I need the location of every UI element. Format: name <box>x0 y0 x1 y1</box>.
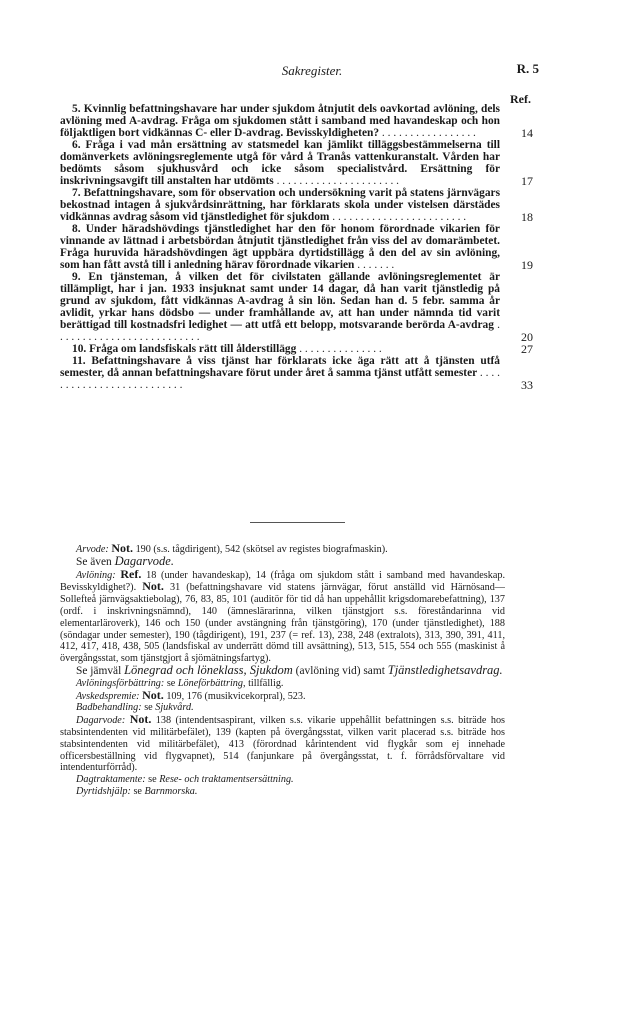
entry-text: 31 (befattningshavare vid statens järnvägar, förut anställd vid Härnösand—Sollefteå järnvägsaktiebolag), 76, 83, 85, 101 (auditör för tid då han uppehållit krigsdomarebefattning), 137 (ordf. i inskrivningsnämnd), 140 (ämneslärarinna, vilken tjänstgjort s.s. föreståndarinna vid elementarläroverk), 146 och 150 (under avstängning från tjänstgöring), 170 (under tjänstledighet), 188 (söndagar under semester), 190 (tågdirigent), 191, 237 (= ref. 13), 238, 248 (extralots), 313, 390, 391, 411, 412, 417, 418, 438, 505 (landsfiskal av underrätt dömd till avsättning), 513, 515, 554 och 555 (maskinist å övergångsstat, som tjänstgjort å sjömätningsfartyg). <box>60 582 505 665</box>
see-term: Barnmorska. <box>144 785 198 797</box>
case-item-6 <box>60 139 533 188</box>
running-header-title: Sakregister. <box>281 63 343 78</box>
see-term: Dagarvode. <box>114 553 174 568</box>
entry-text: 190 (s.s. tågdirigent), 542 (skötsel av registes biografmaskin). <box>133 544 388 555</box>
case-item-5 <box>60 103 533 140</box>
leader-dots: . . . . . . . . . . . . . . . . . . . . . . . . . . <box>60 367 500 391</box>
see-term: Löneförbättring <box>177 677 243 689</box>
case-text: 5. Kvinnlig befattningshavare har under sjukdom åtnjutit dels oavkortad avlöning, dels avlöning med A-avdrag. Fråga om sjukdomen stått i samband med havandeskap och hon följaktligen bort vidkännas C- eller D-avdrag. Bevisskyldigheten? <box>60 103 500 139</box>
entry-badbehandling <box>60 702 505 714</box>
entry-text: se <box>145 774 160 786</box>
case-ref-number: 14 <box>521 126 533 140</box>
see-prefix: Se även <box>76 555 115 568</box>
entry-text: 138 (intendentsaspirant, vilken s.s. vikarie uppehållit befattningen s.s. biträde hos stabsintendenten vid militärbefälet), 139 (kapten på övergångsstat, vilken varit placerad s.s. biträde hos stabsintendenten vid militärbefälet), 413 (förordnad kårintendent vid flygkår som ej innehade officersbeställning vid flygvapnet), 514 (fanjunkare på övergångsstat, t. f. förrådsförvaltare vid intendenturförråd). <box>60 715 506 774</box>
section-divider <box>250 522 345 523</box>
entry-avloning-see-also <box>60 662 505 678</box>
case-text: 9. En tjänsteman, å vilken det för civilstaten gällande avlöningsreglementet är tillämpligt, har i jan. 1933 insjuknat samt under 14 dagar, då han varit tjänstledig på grund av sjukdom, fått vidkännas A-avdrag å sin lön. Sedan han d. 5 febr. samma år avlidit, yrkar hans dödsbo — under framhållande av, att han under nämnda tid varit berättigad till kostnadsfri ledighet — att utfå ett belopp, motsvarande berörda A-avdrag <box>60 271 500 331</box>
entry-avskedspremie <box>60 687 505 703</box>
entry-term: Avlöning: <box>76 569 116 581</box>
see-term: Tjänstledighetsavdrag. <box>387 662 503 677</box>
entry-term: Avlöningsförbättring: <box>76 677 165 689</box>
case-item-10 <box>60 342 533 356</box>
entry-keyword: Not. <box>142 687 164 702</box>
case-text: 11. Befattningshavare å viss tjänst har förklarats icke äga rätt att å tjänsten utfå semester, då annan befattningshavare förut under året å samma tjänst utfått semester <box>60 355 500 379</box>
entry-text: 109, 176 (musikvicekorpral), 523. <box>163 690 306 702</box>
entry-keyword: Not. <box>142 579 164 594</box>
entry-text: , tillfällig. <box>243 677 284 689</box>
entry-text: se <box>141 702 156 714</box>
case-item-11 <box>60 355 533 392</box>
entry-avloningsforbattring <box>60 678 505 690</box>
leader-dots: . . . . . . . <box>357 259 395 271</box>
entry-keyword: Not. <box>129 712 152 727</box>
entry-text: 18 (under havandeskap), 14 (fråga om sjukdom stått i samband med havandeskap. Bevisskyldighet?). <box>60 569 505 594</box>
case-item-7 <box>60 187 533 224</box>
case-ref-number: 17 <box>521 174 533 188</box>
entry-dagtraktamente <box>60 774 505 786</box>
case-text: 6. Fråga i vad mån ersättning av statsmedel kan jämlikt tilläggsbestämmelserna till domänverkets avlöningsreglemente utgå för vård å Tranås vattenkuranstalt. Vården har bedömts såsom sjukhusvård och icke såsom specialistvård. Ersättning för inskrivningsavgift till anstalten har utdömts <box>60 139 500 187</box>
entry-term: Dagtraktamente: <box>76 774 146 786</box>
case-ref-number: 33 <box>521 378 533 392</box>
entry-term: Avskedspremie: <box>76 690 140 702</box>
leader-dots: . . . . . . . . . . . . . . . . . . . . . . . . <box>332 211 467 223</box>
entry-term: Dagarvode: <box>76 715 126 727</box>
leader-dots: . . . . . . . . . . . . . . . . . . . . . . <box>276 175 400 187</box>
see-prefix: Se jämväl <box>76 664 125 677</box>
case-text: 7. Befattningshavare, som för observation och undersökning varit på statens järnvägars bekostnad intagen å sjukvårdsinrättning, har förklarats skola under vistelsen därstädes vidkännas avdrag såsom vid tjänstledighet för sjukdom <box>60 187 500 223</box>
running-header-page-ref: R. 5 <box>516 61 539 76</box>
leader-dots: . . . . . . . . . . . . . . . . . . . . . . . . . . <box>60 319 500 343</box>
entry-term: Badbehandling: <box>76 702 142 714</box>
entry-keyword: Not. <box>111 541 134 555</box>
case-item-8 <box>60 223 533 272</box>
see-term: Sjukvård. <box>155 702 194 714</box>
entry-text: se <box>164 677 178 689</box>
leader-dots: . . . . . . . . . . . . . . . <box>299 343 382 355</box>
entry-dyrtidshjalp <box>60 786 505 798</box>
ref-column-heading: Ref. <box>510 92 531 106</box>
entry-text: se <box>130 785 145 797</box>
case-item-9 <box>60 271 533 344</box>
case-ref-number: 19 <box>521 258 533 272</box>
see-term: Lönegrad och löneklass, Sjukdom <box>124 662 293 677</box>
case-ref-number: 27 <box>521 342 533 356</box>
see-text: (avlöning vid) samt <box>292 664 388 677</box>
case-ref-number: 18 <box>521 210 533 224</box>
entry-term: Arvode: <box>76 544 109 555</box>
leader-dots: . . . . . . . . . . . . . . . . . <box>381 127 476 139</box>
case-text: 10. Fråga om landsfiskals rätt till ålderstillägg <box>72 343 297 355</box>
entry-term: Dyrtidshjälp: <box>76 785 131 797</box>
see-term: Rese- och traktamentsersättning. <box>159 774 294 786</box>
entry-avloning <box>60 566 505 665</box>
entry-keyword: Ref. <box>120 566 142 581</box>
case-ref-number: 20 <box>521 330 533 344</box>
case-text: 8. Under häradshövdings tjänstledighet har den för honom förordnade vikarien för vinnande av lättnad i arbetsbördan åtnjutit tjänstledighet från viss del av domarämbetet. Fråga huruvida häradshövdingen ägt uppbära dyrtidstillägg å den del av sin avlöning, som han fått avstå till i anledning härav förordnade vikarien <box>60 223 500 271</box>
entry-dagarvode <box>60 714 505 774</box>
case-list <box>60 103 533 392</box>
index-entries <box>60 543 505 798</box>
